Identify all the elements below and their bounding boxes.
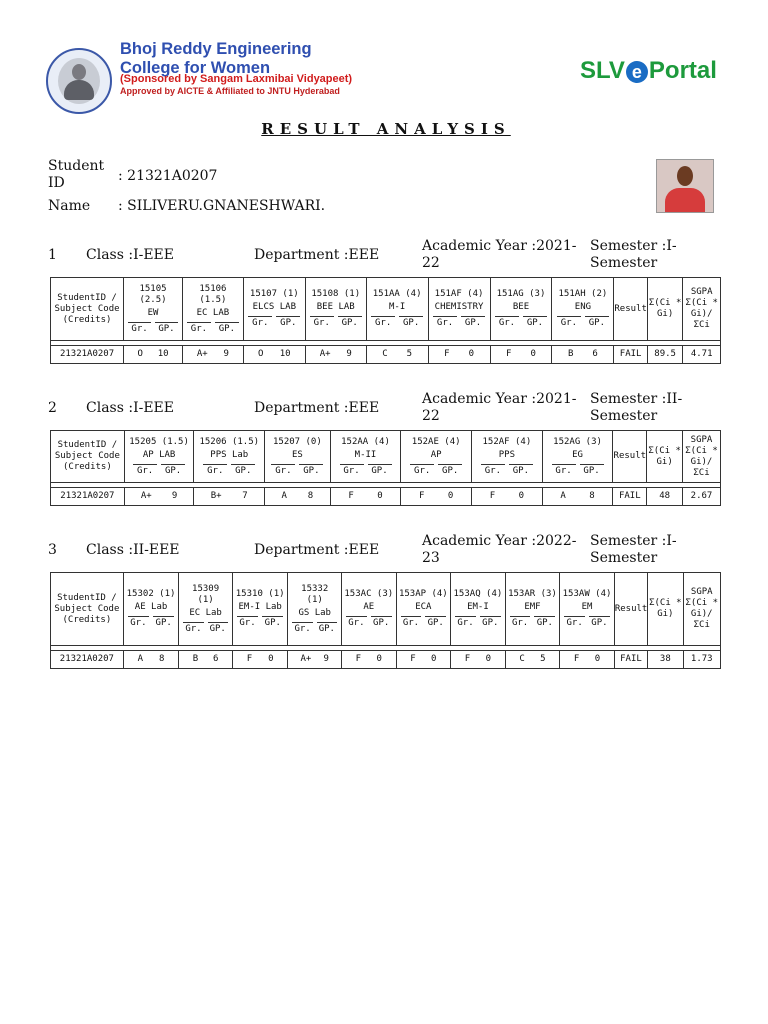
subject-header-cell xyxy=(505,573,560,646)
grade-point-value: 5 xyxy=(540,654,546,664)
gp-subheader: GP. xyxy=(318,623,335,634)
semester-academic-year: Academic Year :2021-22 xyxy=(422,391,577,424)
grade-point-value: 10 xyxy=(157,349,169,359)
subject-code: 151AF (4) xyxy=(434,289,484,299)
student-id-value: : 21321A0207 xyxy=(118,168,218,184)
subject-header-cell xyxy=(401,431,472,483)
subject-header-cell xyxy=(265,431,331,483)
subject-name: ES xyxy=(291,449,303,460)
grade-value: F xyxy=(489,491,496,501)
grade-point-subheader xyxy=(126,322,180,335)
subject-code: 15205 (1.5) xyxy=(129,436,189,447)
grade-point-subheader xyxy=(290,622,339,635)
grade-cell xyxy=(265,488,331,506)
gp-subheader: GP. xyxy=(425,616,446,629)
subject-code: 15310 (1) xyxy=(235,589,285,599)
grade-value: C xyxy=(519,654,525,664)
grade-point-subheader xyxy=(181,622,230,635)
grade-cell xyxy=(243,346,305,364)
gp-subheader: GP. xyxy=(153,616,174,629)
sgpa-cell: 2.67 xyxy=(683,488,721,506)
sgpa-cell: 4.71 xyxy=(683,346,721,364)
grade-cell xyxy=(396,651,451,669)
grade-point-value: 0 xyxy=(530,349,536,359)
sum-header-cell: Σ(Ci * Gi) xyxy=(647,431,683,483)
grade-subheader: Gr. xyxy=(310,316,334,329)
grade-point-value: 10 xyxy=(279,349,291,359)
subject-name: EG xyxy=(572,449,583,460)
grade-value: F xyxy=(355,654,362,664)
college-sponsor: (Sponsored by Sangam Laxmibai Vidyapeet) xyxy=(120,73,353,85)
subject-name: AE Lab xyxy=(134,602,168,612)
subject-code: 15207 (0) xyxy=(272,436,322,447)
subject-name: EC LAB xyxy=(196,307,230,318)
subject-header-cell xyxy=(182,278,243,341)
grade-subheader: Gr. xyxy=(495,316,519,329)
subject-code: 153AW (4) xyxy=(562,589,612,599)
subject-name: ECA xyxy=(415,602,432,612)
sgpa-header-cell: SGPA Σ(Ci * Gi)/ΣCi xyxy=(683,431,721,483)
subject-name: ENG xyxy=(574,302,592,312)
grade-point-value: 5 xyxy=(406,349,413,359)
sum-header-cell: Σ(Ci * Gi) xyxy=(647,278,683,341)
grade-cell xyxy=(366,346,428,364)
grade-value: A+ xyxy=(140,491,152,501)
semester-class: Class :II-EEE xyxy=(86,542,180,558)
grade-subheader: Gr. xyxy=(401,616,422,629)
grade-point-value: 8 xyxy=(589,491,595,501)
grade-point-value: 8 xyxy=(307,491,314,501)
grade-point-subheader xyxy=(562,616,612,629)
semester-number: 1 xyxy=(48,247,57,263)
result-cell: FAIL xyxy=(614,651,647,669)
grade-subheader: Gr. xyxy=(271,464,295,477)
subject-header-cell xyxy=(342,573,397,646)
grade-point-subheader xyxy=(369,316,426,329)
gp-subheader: GP. xyxy=(534,616,555,629)
subject-code: 153AP (4) xyxy=(398,589,448,599)
grade-point-subheader xyxy=(554,316,611,329)
grade-value: F xyxy=(464,654,471,664)
semester-name: Semester :I-Semester xyxy=(590,238,677,271)
gp-subheader: GP. xyxy=(509,464,533,477)
grade-point-subheader xyxy=(196,464,262,477)
grade-value: A xyxy=(560,491,566,501)
grade-subheader: Gr. xyxy=(248,316,272,329)
grade-subheader: Gr. xyxy=(187,322,211,335)
table-row xyxy=(51,346,721,364)
grade-value: F xyxy=(419,491,425,501)
grade-cell xyxy=(401,488,472,506)
subject-code: 153AC (3) xyxy=(344,589,394,599)
subject-header-cell xyxy=(305,278,366,341)
grade-point-subheader xyxy=(453,616,503,629)
portal-e-icon: e xyxy=(626,61,648,83)
grade-subheader: Gr. xyxy=(371,316,395,329)
table-row xyxy=(51,488,721,506)
grade-point-subheader xyxy=(126,616,177,629)
grade-cell xyxy=(194,488,265,506)
college-logo xyxy=(46,48,112,114)
grade-value: F xyxy=(506,349,512,359)
student-photo xyxy=(656,159,714,213)
subject-code: 151AH (2) xyxy=(558,289,608,299)
subject-name: ELCS LAB xyxy=(252,302,296,312)
sgpa-cell: 1.73 xyxy=(683,651,720,669)
grade-value: A+ xyxy=(319,349,331,359)
grade-point-value: 0 xyxy=(376,654,382,664)
grade-subheader: Gr. xyxy=(128,322,151,335)
grade-point-subheader xyxy=(185,322,241,335)
grade-cell xyxy=(179,651,233,669)
gp-subheader: GP. xyxy=(161,464,185,477)
subject-code: 153AR (3) xyxy=(508,589,557,599)
subject-header-cell xyxy=(288,573,342,646)
grade-value: O xyxy=(137,349,143,359)
gp-subheader: GP. xyxy=(262,616,283,629)
grade-cell xyxy=(542,488,613,506)
subject-name: PPS xyxy=(498,449,515,460)
grade-value: B xyxy=(192,654,199,664)
grade-cell xyxy=(505,651,560,669)
sum-cell: 38 xyxy=(648,651,683,669)
grade-point-value: 6 xyxy=(592,349,598,359)
grade-cell xyxy=(472,488,543,506)
subject-code: 15309 (1) xyxy=(192,583,220,605)
grade-point-subheader xyxy=(344,616,394,629)
student-id-cell: 21321A0207 xyxy=(51,651,124,669)
result-table xyxy=(50,430,721,506)
subject-name: PPS Lab xyxy=(210,449,249,460)
subject-code: 15105 (2.5) xyxy=(139,283,167,305)
subject-header-cell xyxy=(179,573,233,646)
subject-name: GS Lab xyxy=(298,607,331,618)
grade-subheader: Gr. xyxy=(552,464,576,477)
grade-point-subheader xyxy=(246,316,303,329)
subject-code: 15106 (1.5) xyxy=(199,283,227,305)
result-header-cell: Result xyxy=(614,278,648,341)
grade-point-subheader xyxy=(508,616,558,629)
result-table xyxy=(50,277,721,364)
gp-subheader: GP. xyxy=(209,623,226,634)
result-cell: FAIL xyxy=(613,488,647,506)
gp-subheader: GP. xyxy=(523,316,547,329)
subject-name: EMF xyxy=(524,602,541,612)
gp-subheader: GP. xyxy=(585,316,609,329)
subject-code: 152AE (4) xyxy=(411,436,461,447)
grade-value: F xyxy=(410,654,416,664)
college-name-line2: College for Women xyxy=(120,59,271,77)
grade-point-value: 7 xyxy=(242,491,248,501)
grade-point-value: 0 xyxy=(377,491,383,501)
grade-cell xyxy=(330,488,401,506)
subject-code: 15332 (1) xyxy=(301,583,329,605)
grade-subheader: Gr. xyxy=(294,623,311,634)
portal-logo-left: SLV xyxy=(580,57,625,84)
grade-point-subheader xyxy=(333,464,399,477)
subject-header-cell xyxy=(428,278,490,341)
grade-cell xyxy=(342,651,397,669)
grade-point-subheader xyxy=(431,316,488,329)
subject-header-cell xyxy=(330,431,401,483)
grade-point-value: 9 xyxy=(323,654,329,664)
semester-number: 2 xyxy=(48,400,57,416)
result-cell: FAIL xyxy=(614,346,648,364)
grade-value: F xyxy=(246,654,253,664)
subject-header-cell xyxy=(396,573,451,646)
grade-point-value: 0 xyxy=(485,654,491,664)
gp-subheader: GP. xyxy=(580,464,604,477)
grade-value: F xyxy=(348,491,354,501)
grade-subheader: Gr. xyxy=(481,464,505,477)
semester-department: Department :EEE xyxy=(254,542,380,558)
grade-point-subheader xyxy=(267,464,328,477)
grade-point-value: 0 xyxy=(431,654,437,664)
subject-header-cell xyxy=(194,431,265,483)
grade-point-value: 0 xyxy=(594,654,601,664)
grade-value: A+ xyxy=(196,349,208,359)
semester-class: Class :I-EEE xyxy=(86,247,174,263)
grade-point-value: 0 xyxy=(447,491,454,501)
sum-cell: 89.5 xyxy=(647,346,683,364)
grade-cell xyxy=(490,346,552,364)
semester-name: Semester :I-Semester xyxy=(590,533,677,566)
subject-name: AP LAB xyxy=(142,449,176,460)
grade-subheader: Gr. xyxy=(203,464,227,477)
subject-code: 151AA (4) xyxy=(372,289,422,299)
subject-code: 152AA (4) xyxy=(341,436,390,447)
grade-subheader: Gr. xyxy=(433,316,457,329)
grade-point-value: 0 xyxy=(518,491,524,501)
gp-subheader: GP. xyxy=(231,464,255,477)
subject-name: AE xyxy=(363,602,375,612)
sgpa-header-cell: SGPA Σ(Ci * Gi)/ΣCi xyxy=(683,573,720,646)
subject-header-cell xyxy=(490,278,552,341)
grade-value: A+ xyxy=(300,654,312,664)
subject-code: 15108 (1) xyxy=(311,289,361,299)
subject-header-cell xyxy=(232,573,288,646)
grade-point-value: 9 xyxy=(346,349,352,359)
sgpa-header-cell: SGPA Σ(Ci * Gi)/ΣCi xyxy=(683,278,721,341)
grade-point-subheader xyxy=(545,464,611,477)
gp-subheader: GP. xyxy=(215,322,239,335)
gp-subheader: GP. xyxy=(480,616,501,629)
subject-header-cell xyxy=(451,573,506,646)
id-header-cell: StudentID / Subject Code (Credits) xyxy=(51,278,124,341)
student-name-value: : SILIVERU.GNANESHWARI. xyxy=(118,198,326,214)
subject-code: 153AQ (4) xyxy=(453,589,503,599)
subject-header-cell xyxy=(243,278,305,341)
portal-logo xyxy=(580,58,717,84)
subject-code: 152AF (4) xyxy=(482,436,532,447)
grade-point-subheader xyxy=(474,464,540,477)
grade-subheader: Gr. xyxy=(346,616,367,629)
result-header-cell: Result xyxy=(614,573,647,646)
grade-cell xyxy=(288,651,342,669)
subject-code: 151AG (3) xyxy=(496,289,546,299)
subject-name: EM-I Lab xyxy=(238,602,282,612)
grade-value: A xyxy=(137,654,144,664)
gp-subheader: GP. xyxy=(368,464,392,477)
sum-header-cell: Σ(Ci * Gi) xyxy=(648,573,683,646)
grade-point-subheader xyxy=(235,616,286,629)
gp-subheader: GP. xyxy=(371,616,392,629)
grade-subheader: Gr. xyxy=(410,464,434,477)
id-header-cell: StudentID / Subject Code (Credits) xyxy=(51,431,125,483)
student-id-cell: 21321A0207 xyxy=(51,488,125,506)
sum-cell: 48 xyxy=(647,488,683,506)
gp-subheader: GP. xyxy=(399,316,423,329)
gp-subheader: GP. xyxy=(299,464,323,477)
grade-cell xyxy=(124,488,194,506)
grade-cell xyxy=(560,651,615,669)
page-title: RESULT ANALYSIS xyxy=(261,120,511,138)
subject-header-cell xyxy=(124,278,183,341)
grade-value: C xyxy=(382,349,388,359)
subject-header-cell xyxy=(560,573,615,646)
gp-subheader: GP. xyxy=(338,316,362,329)
subject-header-cell xyxy=(366,278,428,341)
semester-number: 3 xyxy=(48,542,57,558)
subject-name: M-I xyxy=(389,302,406,312)
grade-subheader: Gr. xyxy=(128,616,149,629)
gp-subheader: GP. xyxy=(438,464,462,477)
grade-point-value: 0 xyxy=(468,349,474,359)
grade-point-value: 6 xyxy=(213,654,219,664)
semester-academic-year: Academic Year :2022-23 xyxy=(422,533,577,566)
grade-cell xyxy=(182,346,243,364)
grade-point-value: 0 xyxy=(268,654,274,664)
subject-header-cell xyxy=(472,431,543,483)
grade-subheader: Gr. xyxy=(133,464,157,477)
student-name-label: Name xyxy=(48,198,91,214)
college-approval: Approved by AICTE & Affiliated to JNTU Hyderabad xyxy=(120,86,340,96)
result-table xyxy=(50,572,721,669)
subject-name: EM-I xyxy=(467,602,489,612)
semester-academic-year: Academic Year :2021-22 xyxy=(422,238,577,271)
grade-subheader: Gr. xyxy=(185,623,202,634)
table-row xyxy=(51,651,721,669)
grade-value: O xyxy=(258,349,264,359)
grade-cell xyxy=(123,651,179,669)
grade-value: B+ xyxy=(210,491,222,501)
grade-point-subheader xyxy=(127,464,192,477)
subject-header-cell xyxy=(552,278,614,341)
grade-point-value: 8 xyxy=(158,654,165,664)
subject-name: AP xyxy=(430,449,442,460)
subject-name: BEE xyxy=(512,302,530,312)
id-header-cell: StudentID / Subject Code (Credits) xyxy=(51,573,124,646)
grade-subheader: Gr. xyxy=(557,316,581,329)
semester-department: Department :EEE xyxy=(254,247,380,263)
grade-cell xyxy=(305,346,366,364)
student-id-cell: 21321A0207 xyxy=(51,346,124,364)
portal-logo-right: Portal xyxy=(648,57,717,84)
grade-point-subheader xyxy=(308,316,364,329)
subject-name: EW xyxy=(147,307,159,318)
grade-cell xyxy=(232,651,288,669)
subject-header-cell xyxy=(124,431,194,483)
grade-subheader: Gr. xyxy=(564,616,585,629)
grade-value: F xyxy=(444,349,450,359)
semester-name: Semester :II-Semester xyxy=(590,391,683,424)
college-name-line1: Bhoj Reddy Engineering xyxy=(120,40,312,58)
grade-subheader: Gr. xyxy=(237,616,258,629)
grade-value: F xyxy=(573,654,580,664)
subject-code: 15302 (1) xyxy=(126,589,176,599)
grade-subheader: Gr. xyxy=(510,616,531,629)
subject-header-cell xyxy=(123,573,179,646)
subject-name: M-II xyxy=(354,449,377,460)
grade-point-subheader xyxy=(403,464,469,477)
grade-cell xyxy=(428,346,490,364)
subject-name: CHEMISTRY xyxy=(434,302,484,312)
grade-subheader: Gr. xyxy=(455,616,476,629)
subject-header-cell xyxy=(542,431,613,483)
grade-point-subheader xyxy=(493,316,550,329)
subject-name: BEE LAB xyxy=(316,302,355,312)
subject-code: 152AG (3) xyxy=(553,436,602,447)
grade-point-subheader xyxy=(399,616,449,629)
semester-department: Department :EEE xyxy=(254,400,380,416)
result-header-cell: Result xyxy=(613,431,647,483)
gp-subheader: GP. xyxy=(155,322,178,335)
subject-name: EC Lab xyxy=(189,607,222,618)
subject-name: EM xyxy=(581,602,593,612)
grade-subheader: Gr. xyxy=(340,464,364,477)
gp-subheader: GP. xyxy=(461,316,485,329)
student-id-label: Student ID xyxy=(48,158,105,191)
gp-subheader: GP. xyxy=(589,616,610,629)
semester-class: Class :I-EEE xyxy=(86,400,174,416)
gp-subheader: GP. xyxy=(276,316,300,329)
grade-point-value: 9 xyxy=(171,491,178,501)
subject-code: 15107 (1) xyxy=(249,289,299,299)
grade-cell xyxy=(451,651,506,669)
grade-cell xyxy=(124,346,183,364)
grade-value: B xyxy=(567,349,574,359)
grade-point-value: 9 xyxy=(223,349,229,359)
grade-value: A xyxy=(281,491,287,501)
grade-cell xyxy=(552,346,614,364)
subject-code: 15206 (1.5) xyxy=(199,436,260,447)
